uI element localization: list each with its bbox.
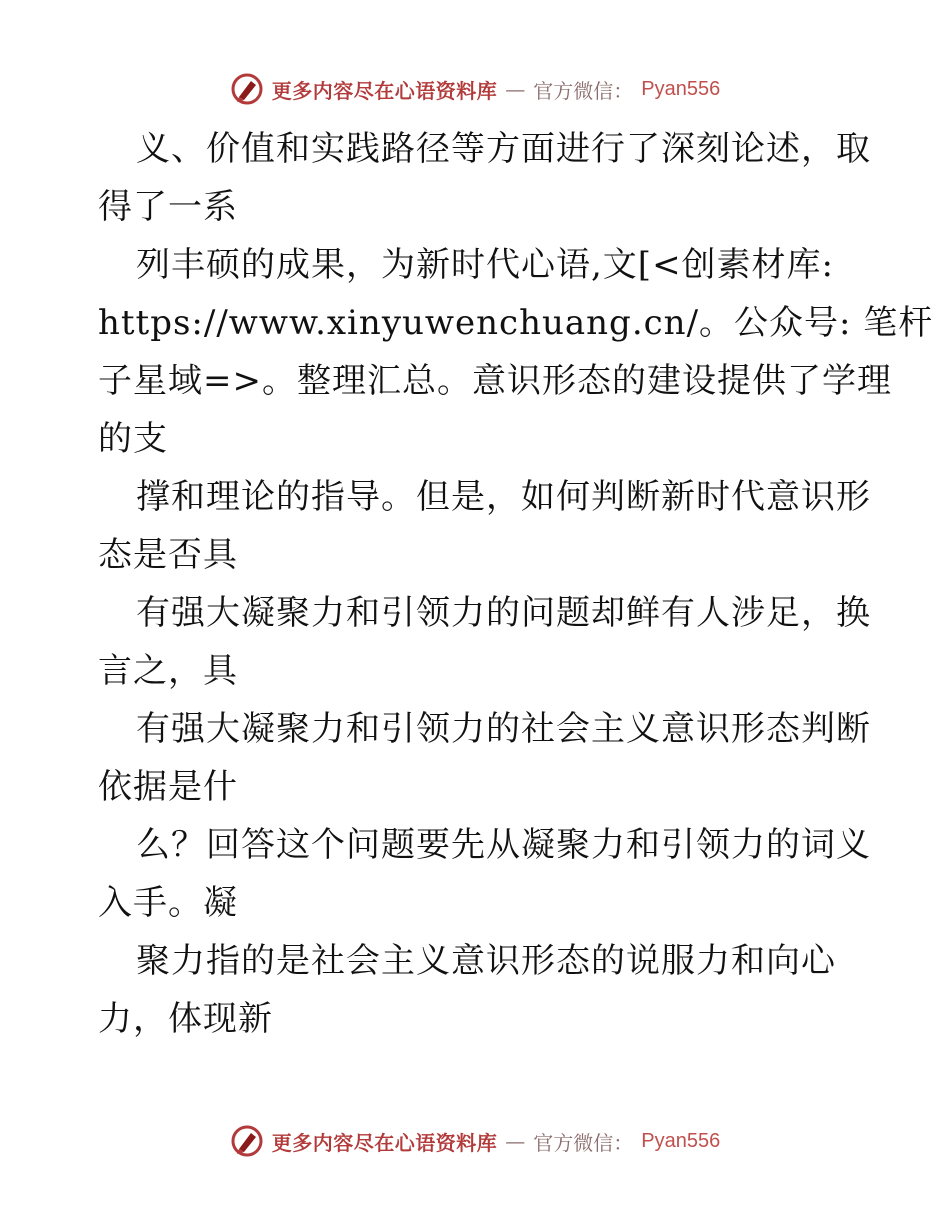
header-separator: — — [505, 77, 526, 101]
footer-wechat-id: Pyan556 — [641, 1129, 721, 1152]
body-line: 聚力指的是社会主义意识形态的说服力和向心 — [136, 941, 836, 981]
footer-brand-text: 更多内容尽在心语资料库 — [271, 1130, 498, 1155]
page-footer — [0, 1124, 950, 1158]
header-wechat-label: 官方微信： — [533, 78, 634, 103]
body-line: 义、价值和实践路径等方面进行了深刻论述，取 — [136, 129, 871, 169]
body-line: 的支 — [98, 419, 168, 459]
body-line: 列丰硕的成果，为新时代心语,文[<创素材库: — [136, 245, 835, 285]
body-line: 态是否具 — [98, 535, 238, 575]
body-line: 子星域=>。整理汇总。意识形态的建设提供了学理 — [98, 361, 892, 401]
footer-separator: — — [505, 1129, 526, 1153]
body-line: 么？回答这个问题要先从凝聚力和引领力的词义 — [136, 825, 871, 865]
header-wechat-id: Pyan556 — [641, 77, 721, 100]
body-line: 得了一系 — [98, 187, 238, 227]
body-line: 有强大凝聚力和引领力的问题却鲜有人涉足，换 — [136, 593, 871, 633]
page-header — [0, 72, 950, 106]
body-line: 入手。凝 — [98, 883, 238, 923]
pen-logo-icon — [230, 72, 264, 106]
header-brand-text: 更多内容尽在心语资料库 — [271, 78, 498, 103]
body-line: 撑和理论的指导。但是，如何判断新时代意识形 — [136, 477, 871, 517]
body-line: 依据是什 — [98, 767, 238, 807]
footer-wechat-label: 官方微信： — [533, 1130, 634, 1155]
document-body — [98, 120, 934, 1048]
body-line: 力，体现新 — [98, 999, 273, 1039]
body-line-link: https://www.xinyuwenchuang.cn/。公众号: 笔杆 — [98, 303, 934, 343]
body-line: 有强大凝聚力和引领力的社会主义意识形态判断 — [136, 709, 871, 749]
body-line: 言之，具 — [98, 651, 238, 691]
pen-logo-icon — [230, 1124, 264, 1158]
